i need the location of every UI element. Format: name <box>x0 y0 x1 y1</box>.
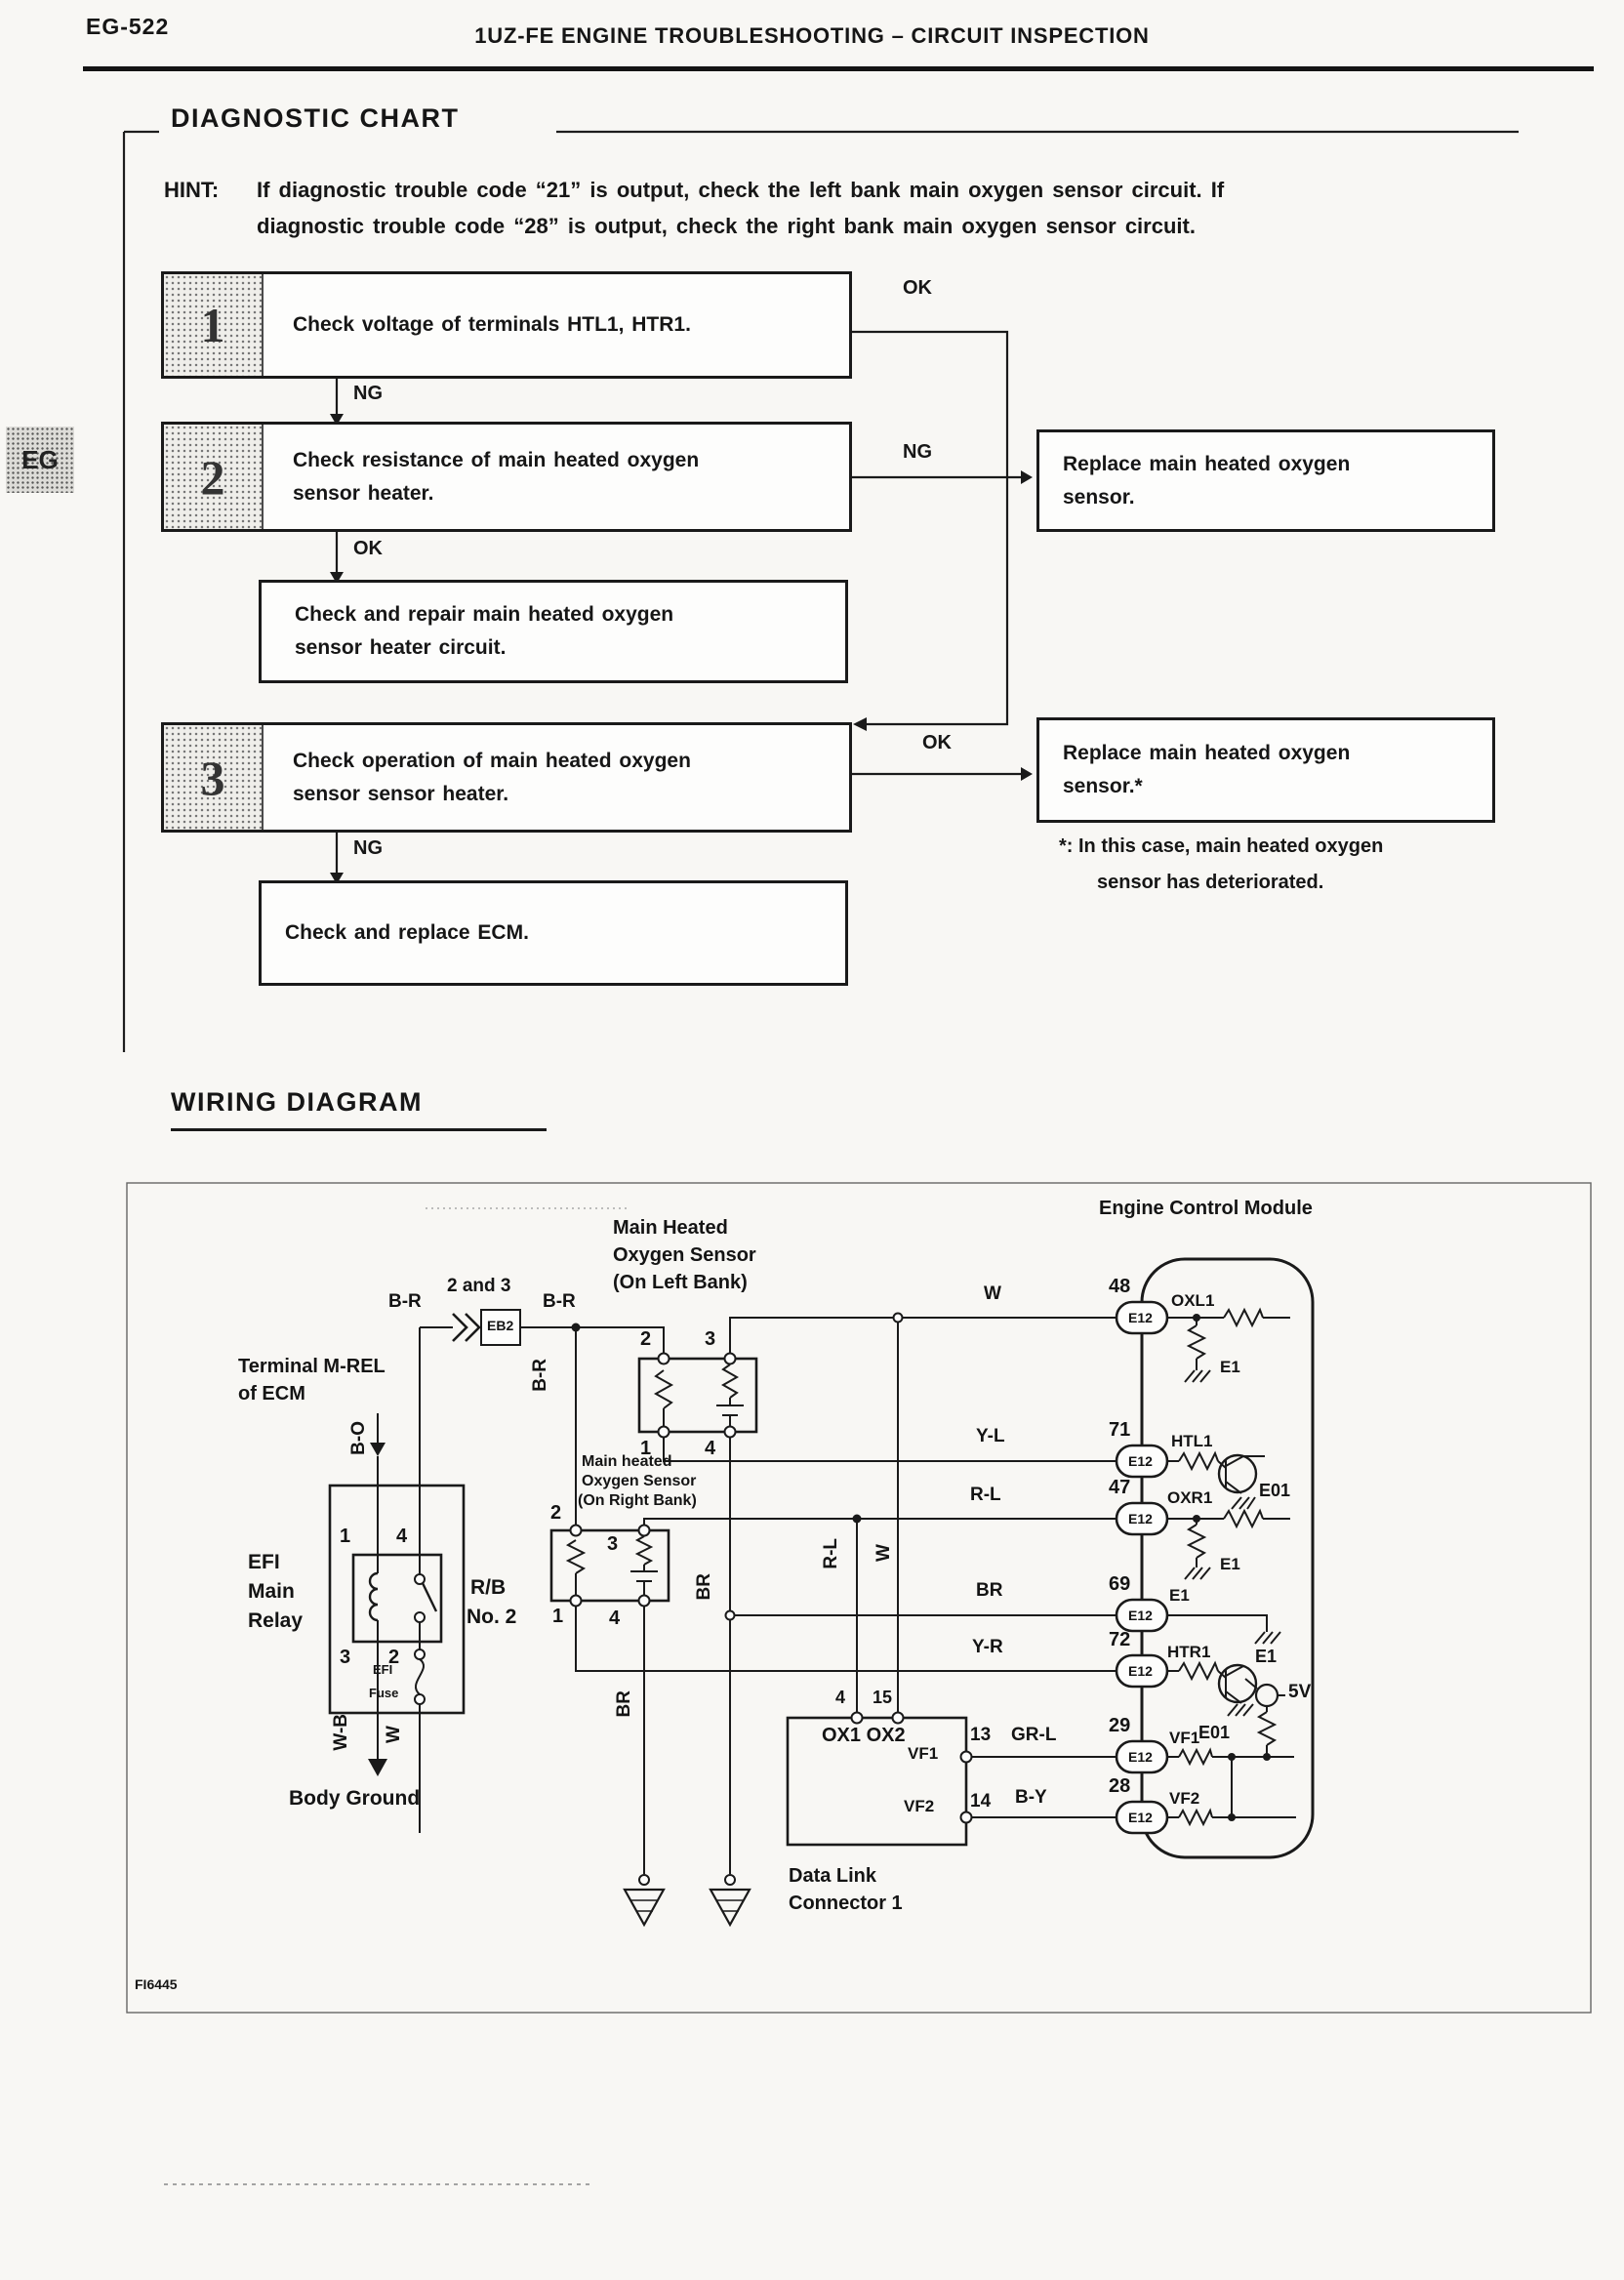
pin-number: 71 <box>1109 1419 1131 1441</box>
ng-label: NG <box>353 837 383 859</box>
pin-number: 48 <box>1109 1276 1131 1297</box>
section-tab-eg: EG <box>6 427 74 493</box>
efi-fuse-label: Fuse <box>369 1686 399 1700</box>
dlc-vf2: VF2 <box>904 1797 935 1815</box>
relay-terminal: 3 <box>340 1647 351 1668</box>
ecm-terminal-oxr1: OXR1 <box>1167 1488 1213 1507</box>
step-2-text: Check resistance of main heated oxygen sensor heater. <box>293 448 700 505</box>
wire-label-rl: R-L <box>970 1485 1001 1505</box>
ng-label: NG <box>353 383 383 404</box>
right-sensor-label: Main heated <box>582 1453 672 1470</box>
wire-label-w: W <box>384 1726 404 1743</box>
sensor-terminal: 4 <box>705 1438 716 1459</box>
left-sensor-label: (On Left Bank) <box>613 1272 748 1293</box>
sensor-terminal: 1 <box>640 1438 652 1459</box>
wire-label-br: B-R <box>543 1291 576 1312</box>
step-1-number: 1 <box>200 298 225 352</box>
wire-label-br: B-R <box>388 1291 422 1312</box>
rb-no2-label: No. 2 <box>467 1606 517 1628</box>
ok-label: OK <box>903 277 932 299</box>
wire-label-yr: Y-R <box>972 1637 1003 1657</box>
relay-terminal: 1 <box>340 1526 351 1547</box>
wire-label-w: W <box>984 1283 1001 1304</box>
connector-e12: E12 <box>1128 1511 1153 1527</box>
pin-number: 69 <box>1109 1573 1131 1595</box>
ok-label: OK <box>353 538 383 559</box>
flow-step-1 <box>161 271 852 379</box>
wire-label-br2: BR <box>614 1690 634 1718</box>
wire-label-bo: B-O <box>348 1421 369 1455</box>
relay-terminal: 2 <box>388 1647 400 1668</box>
flow-step-2 <box>161 422 852 532</box>
sensor-terminal: 3 <box>607 1533 619 1555</box>
sensor-terminal: 2 <box>640 1328 652 1350</box>
footnote-line-1: *: In this case, main heated oxygen <box>1059 835 1384 857</box>
circuit-ref-label: 2 and 3 <box>447 1276 511 1296</box>
step-3-number-cell <box>164 725 264 830</box>
chassis-ground-symbols <box>625 1875 750 1925</box>
dlc-terminal: 15 <box>873 1688 893 1707</box>
connector-e12: E12 <box>1128 1310 1153 1325</box>
connector-e12: E12 <box>1128 1608 1153 1623</box>
wiring-diagram-title: WIRING DIAGRAM <box>171 1087 423 1117</box>
wire-label-by: B-Y <box>1015 1787 1047 1808</box>
page-code: EG-522 <box>86 14 170 39</box>
wire-label-br2: BR <box>976 1580 1003 1601</box>
figure-code: FI6445 <box>135 1976 178 1992</box>
efi-relay-box <box>353 1555 441 1642</box>
step-2-number-cell <box>164 425 264 529</box>
right-sensor-label: Oxygen Sensor <box>582 1473 697 1489</box>
ecm-terminal-htr1: HTR1 <box>1167 1643 1211 1661</box>
step-3-text: Check operation of main heated oxygen sensor sensor heater. <box>293 749 691 805</box>
ecm-terminal-vf1: VF1 <box>1169 1729 1200 1747</box>
hint-label: HINT: <box>164 178 220 202</box>
flow-replace-box-1 <box>1036 429 1495 532</box>
efi-relay-label: Main <box>248 1580 295 1603</box>
sensor-terminal: 1 <box>552 1606 564 1627</box>
ecm-title: Engine Control Module <box>1099 1198 1313 1219</box>
ground-e01: E01 <box>1259 1481 1291 1500</box>
dlc-ox-label: OX1 OX2 <box>822 1725 906 1746</box>
ground-e1: E1 <box>1220 1555 1240 1573</box>
relay-terminal: 4 <box>396 1526 408 1547</box>
wire-label-grl: GR-L <box>1011 1725 1057 1745</box>
right-sensor-label: (On Right Bank) <box>578 1492 697 1509</box>
body-ground-label: Body Ground <box>289 1787 421 1810</box>
hint-line-2: diagnostic trouble code “28” is output, check the right bank main oxygen sensor circuit. <box>257 214 1196 238</box>
ecm-terminal-htl1: HTL1 <box>1171 1432 1213 1450</box>
wire-label-rl: R-L <box>821 1538 841 1569</box>
ok-label: OK <box>922 732 952 753</box>
diagnostic-chart-title: DIAGNOSTIC CHART <box>171 103 460 133</box>
connector-e12: E12 <box>1128 1663 1153 1679</box>
ecm-terminal-oxl1: OXL1 <box>1171 1291 1215 1310</box>
dlc-terminal: 14 <box>970 1791 992 1812</box>
dlc-vf1: VF1 <box>908 1744 939 1763</box>
dlc-title: Data Link <box>789 1865 877 1887</box>
pin-number: 28 <box>1109 1775 1131 1797</box>
ecm-terminal-vf2: VF2 <box>1169 1789 1200 1808</box>
hint-line-1: If diagnostic trouble code “21” is output, check the left bank main oxygen sensor circuit. If <box>257 178 1225 202</box>
connector-eb2: EB2 <box>487 1318 514 1333</box>
step-1-text: Check voltage of terminals HTL1, HTR1. <box>293 313 691 336</box>
wire-label-yl: Y-L <box>976 1426 1005 1446</box>
connector-e12: E12 <box>1128 1749 1153 1765</box>
wire-label-wb: W-B <box>331 1714 351 1751</box>
replace-box-1-text: Replace main heated oxygen sensor. <box>1063 452 1351 509</box>
ng-label: NG <box>903 441 932 463</box>
connector-e12: E12 <box>1128 1810 1153 1825</box>
flow-step-3 <box>161 722 852 833</box>
terminal-circles <box>415 1314 972 1823</box>
sensor-terminal: 2 <box>550 1502 562 1524</box>
rb-no2-box <box>330 1486 464 1713</box>
ecm-terminal-e1: E1 <box>1169 1586 1190 1605</box>
supply-5v: 5V <box>1288 1682 1312 1702</box>
page-header-title: 1UZ-FE ENGINE TROUBLESHOOTING – CIRCUIT INSPECTION <box>474 23 1150 48</box>
mrel-label: of ECM <box>238 1383 305 1405</box>
flow-replace-box-2 <box>1036 717 1495 823</box>
replace-box-2-text: Replace main heated oxygen sensor.* <box>1063 742 1351 797</box>
pin-number: 47 <box>1109 1477 1131 1498</box>
flow-ecm-box <box>259 880 848 986</box>
dlc-terminal: 4 <box>835 1688 846 1707</box>
pin-number: 29 <box>1109 1715 1131 1736</box>
wire-label-br2: BR <box>694 1573 714 1601</box>
left-sensor-label: Oxygen Sensor <box>613 1244 756 1266</box>
step-1-number-cell <box>164 274 264 376</box>
connector-e12: E12 <box>1128 1453 1153 1469</box>
flow-repair-box <box>259 580 848 683</box>
sensor-terminal: 3 <box>705 1328 716 1350</box>
ground-e01: E01 <box>1198 1723 1231 1742</box>
ecm-box-text: Check and replace ECM. <box>285 921 529 944</box>
left-sensor-label: Main Heated <box>613 1217 728 1239</box>
rb-no2-label: R/B <box>470 1576 507 1599</box>
dlc-title: Connector 1 <box>789 1893 903 1914</box>
pin-number: 72 <box>1109 1629 1131 1650</box>
efi-fuse-label: EFI <box>373 1662 393 1677</box>
step-3-number: 3 <box>200 750 225 805</box>
figure-frame <box>127 1183 1591 2013</box>
mrel-label: Terminal M-REL <box>238 1356 386 1377</box>
footnote-line-2: sensor has deteriorated. <box>1097 872 1324 893</box>
ground-e1: E1 <box>1255 1647 1278 1666</box>
wire-label-br: B-R <box>530 1359 550 1392</box>
repair-box-text: Check and repair main heated oxygen sensor heater circuit. <box>295 603 674 659</box>
step-2-number: 2 <box>200 449 225 505</box>
efi-relay-label: EFI <box>248 1551 280 1573</box>
dlc-terminal: 13 <box>970 1725 992 1745</box>
ground-e1: E1 <box>1220 1358 1240 1376</box>
sensor-terminal: 4 <box>609 1608 621 1629</box>
efi-relay-label: Relay <box>248 1609 304 1632</box>
wire-label-w: W <box>873 1544 894 1562</box>
